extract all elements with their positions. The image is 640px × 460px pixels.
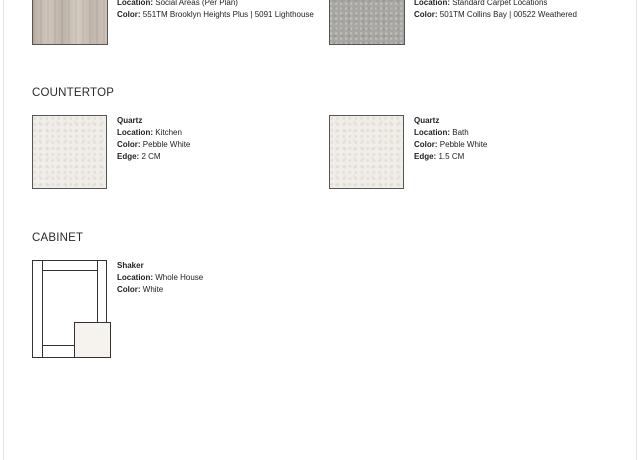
edge-label: Edge:	[117, 152, 140, 161]
location-label: Location:	[117, 128, 153, 137]
location-value: Whole House	[155, 273, 204, 282]
edge-value: 1.5 CM	[438, 152, 465, 161]
color-label: Color:	[414, 140, 438, 149]
countertop-item-1-info	[117, 115, 317, 163]
location-value: Standard Carpet Locations	[452, 0, 548, 7]
section-title-cabinet: CABINET	[32, 232, 84, 244]
location-value: Bath	[452, 128, 469, 137]
location-label: Location:	[414, 0, 450, 7]
location-label: Location:	[117, 273, 153, 282]
product-name: Quartz	[414, 116, 440, 125]
page-border-right	[636, 0, 637, 460]
location-label: Location:	[414, 128, 450, 137]
flooring-item-2-info	[414, 0, 604, 21]
cabinet-stile-left	[42, 261, 43, 357]
color-label: Color:	[117, 285, 141, 294]
quartz-bath-swatch	[329, 115, 404, 189]
flooring-item-1-info	[117, 0, 317, 21]
color-value: 501TM Collins Bay | 00522 Weathered	[439, 10, 577, 19]
edge-label: Edge:	[414, 152, 437, 161]
cabinet-color-swatch	[74, 322, 111, 358]
countertop-item-2-info	[414, 115, 604, 163]
color-value: 551TM Brooklyn Heights Plus | 5091 Lighthouse	[142, 10, 314, 19]
quartz-kitchen-swatch	[32, 115, 107, 189]
color-label: Color:	[414, 10, 438, 19]
location-value: Social Areas (Per Plan)	[155, 0, 238, 7]
color-value: Pebble White	[142, 140, 191, 149]
product-name: Quartz	[117, 116, 143, 125]
section-title-countertop: COUNTERTOP	[32, 87, 115, 99]
cabinet-rail-top	[42, 270, 98, 271]
wood-floor-swatch	[32, 0, 108, 45]
color-value: Pebble White	[439, 140, 488, 149]
product-name: Shaker	[117, 261, 144, 270]
page-border-left	[3, 0, 4, 460]
color-label: Color:	[117, 140, 141, 149]
color-label: Color:	[117, 10, 141, 19]
cabinet-item-info	[117, 260, 317, 296]
location-value: Kitchen	[155, 128, 182, 137]
carpet-swatch	[329, 0, 405, 45]
color-value: White	[142, 285, 164, 294]
edge-value: 2 CM	[141, 152, 161, 161]
location-label: Location:	[117, 0, 153, 7]
